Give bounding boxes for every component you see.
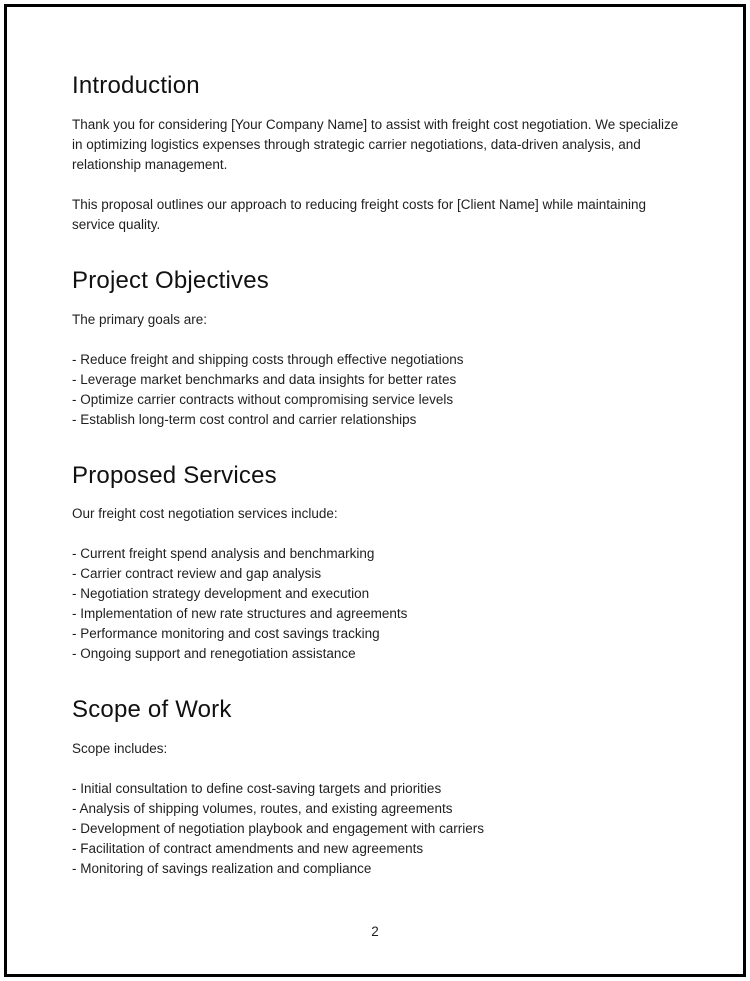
page-content	[72, 0, 680, 879]
list-item: - Initial consultation to define cost-saving targets and priorities	[72, 781, 442, 797]
section-heading-introduction: Introduction	[72, 72, 200, 99]
list-item: - Carrier contract review and gap analysis	[72, 566, 322, 582]
services-list	[72, 544, 680, 664]
paragraph: Our freight cost negotiation services include:	[72, 506, 338, 522]
scope-list	[72, 779, 680, 879]
paragraph: This proposal outlines our approach to reducing freight costs for [Client Name] while maintaining service quality.	[72, 196, 647, 232]
paragraph: Scope includes:	[72, 741, 168, 757]
list-item: - Performance monitoring and cost savings tracking	[72, 626, 380, 642]
section-heading-proposed-services: Proposed Services	[72, 461, 277, 489]
paragraph: The primary goals are:	[72, 311, 208, 327]
page-number: 2	[371, 924, 379, 939]
list-item: - Monitoring of savings realization and compliance	[72, 861, 372, 877]
list-item: - Negotiation strategy development and execution	[72, 586, 370, 602]
section-introduction	[72, 72, 680, 235]
list-item: - Implementation of new rate structures and agreements	[72, 606, 408, 622]
list-item: - Optimize carrier contracts without compromising service levels	[72, 391, 454, 407]
list-item: - Reduce freight and shipping costs through effective negotiations	[72, 351, 464, 367]
section-scope-of-work	[72, 696, 680, 879]
list-item: - Leverage market benchmarks and data insights for better rates	[72, 371, 457, 387]
list-item: - Analysis of shipping volumes, routes, and existing agreements	[72, 801, 453, 817]
section-heading-project-objectives: Project Objectives	[72, 266, 270, 294]
objectives-list	[72, 350, 680, 430]
list-item: - Facilitation of contract amendments and new agreements	[72, 841, 424, 857]
paragraph: Thank you for considering [Your Company Name] to assist with freight cost negotiation. We specialize in optimizing logistics expenses through strategic carrier negotiations, data-driven analysis, and relationship management.	[72, 116, 679, 172]
section-proposed-services	[72, 462, 680, 665]
list-item: - Establish long-term cost control and carrier relationships	[72, 411, 417, 427]
list-item: - Ongoing support and renegotiation assistance	[72, 646, 356, 662]
list-item: - Development of negotiation playbook and engagement with carriers	[72, 821, 484, 837]
list-item: - Current freight spend analysis and benchmarking	[72, 546, 375, 562]
section-project-objectives	[72, 267, 680, 430]
section-heading-scope-of-work: Scope of Work	[72, 696, 232, 724]
